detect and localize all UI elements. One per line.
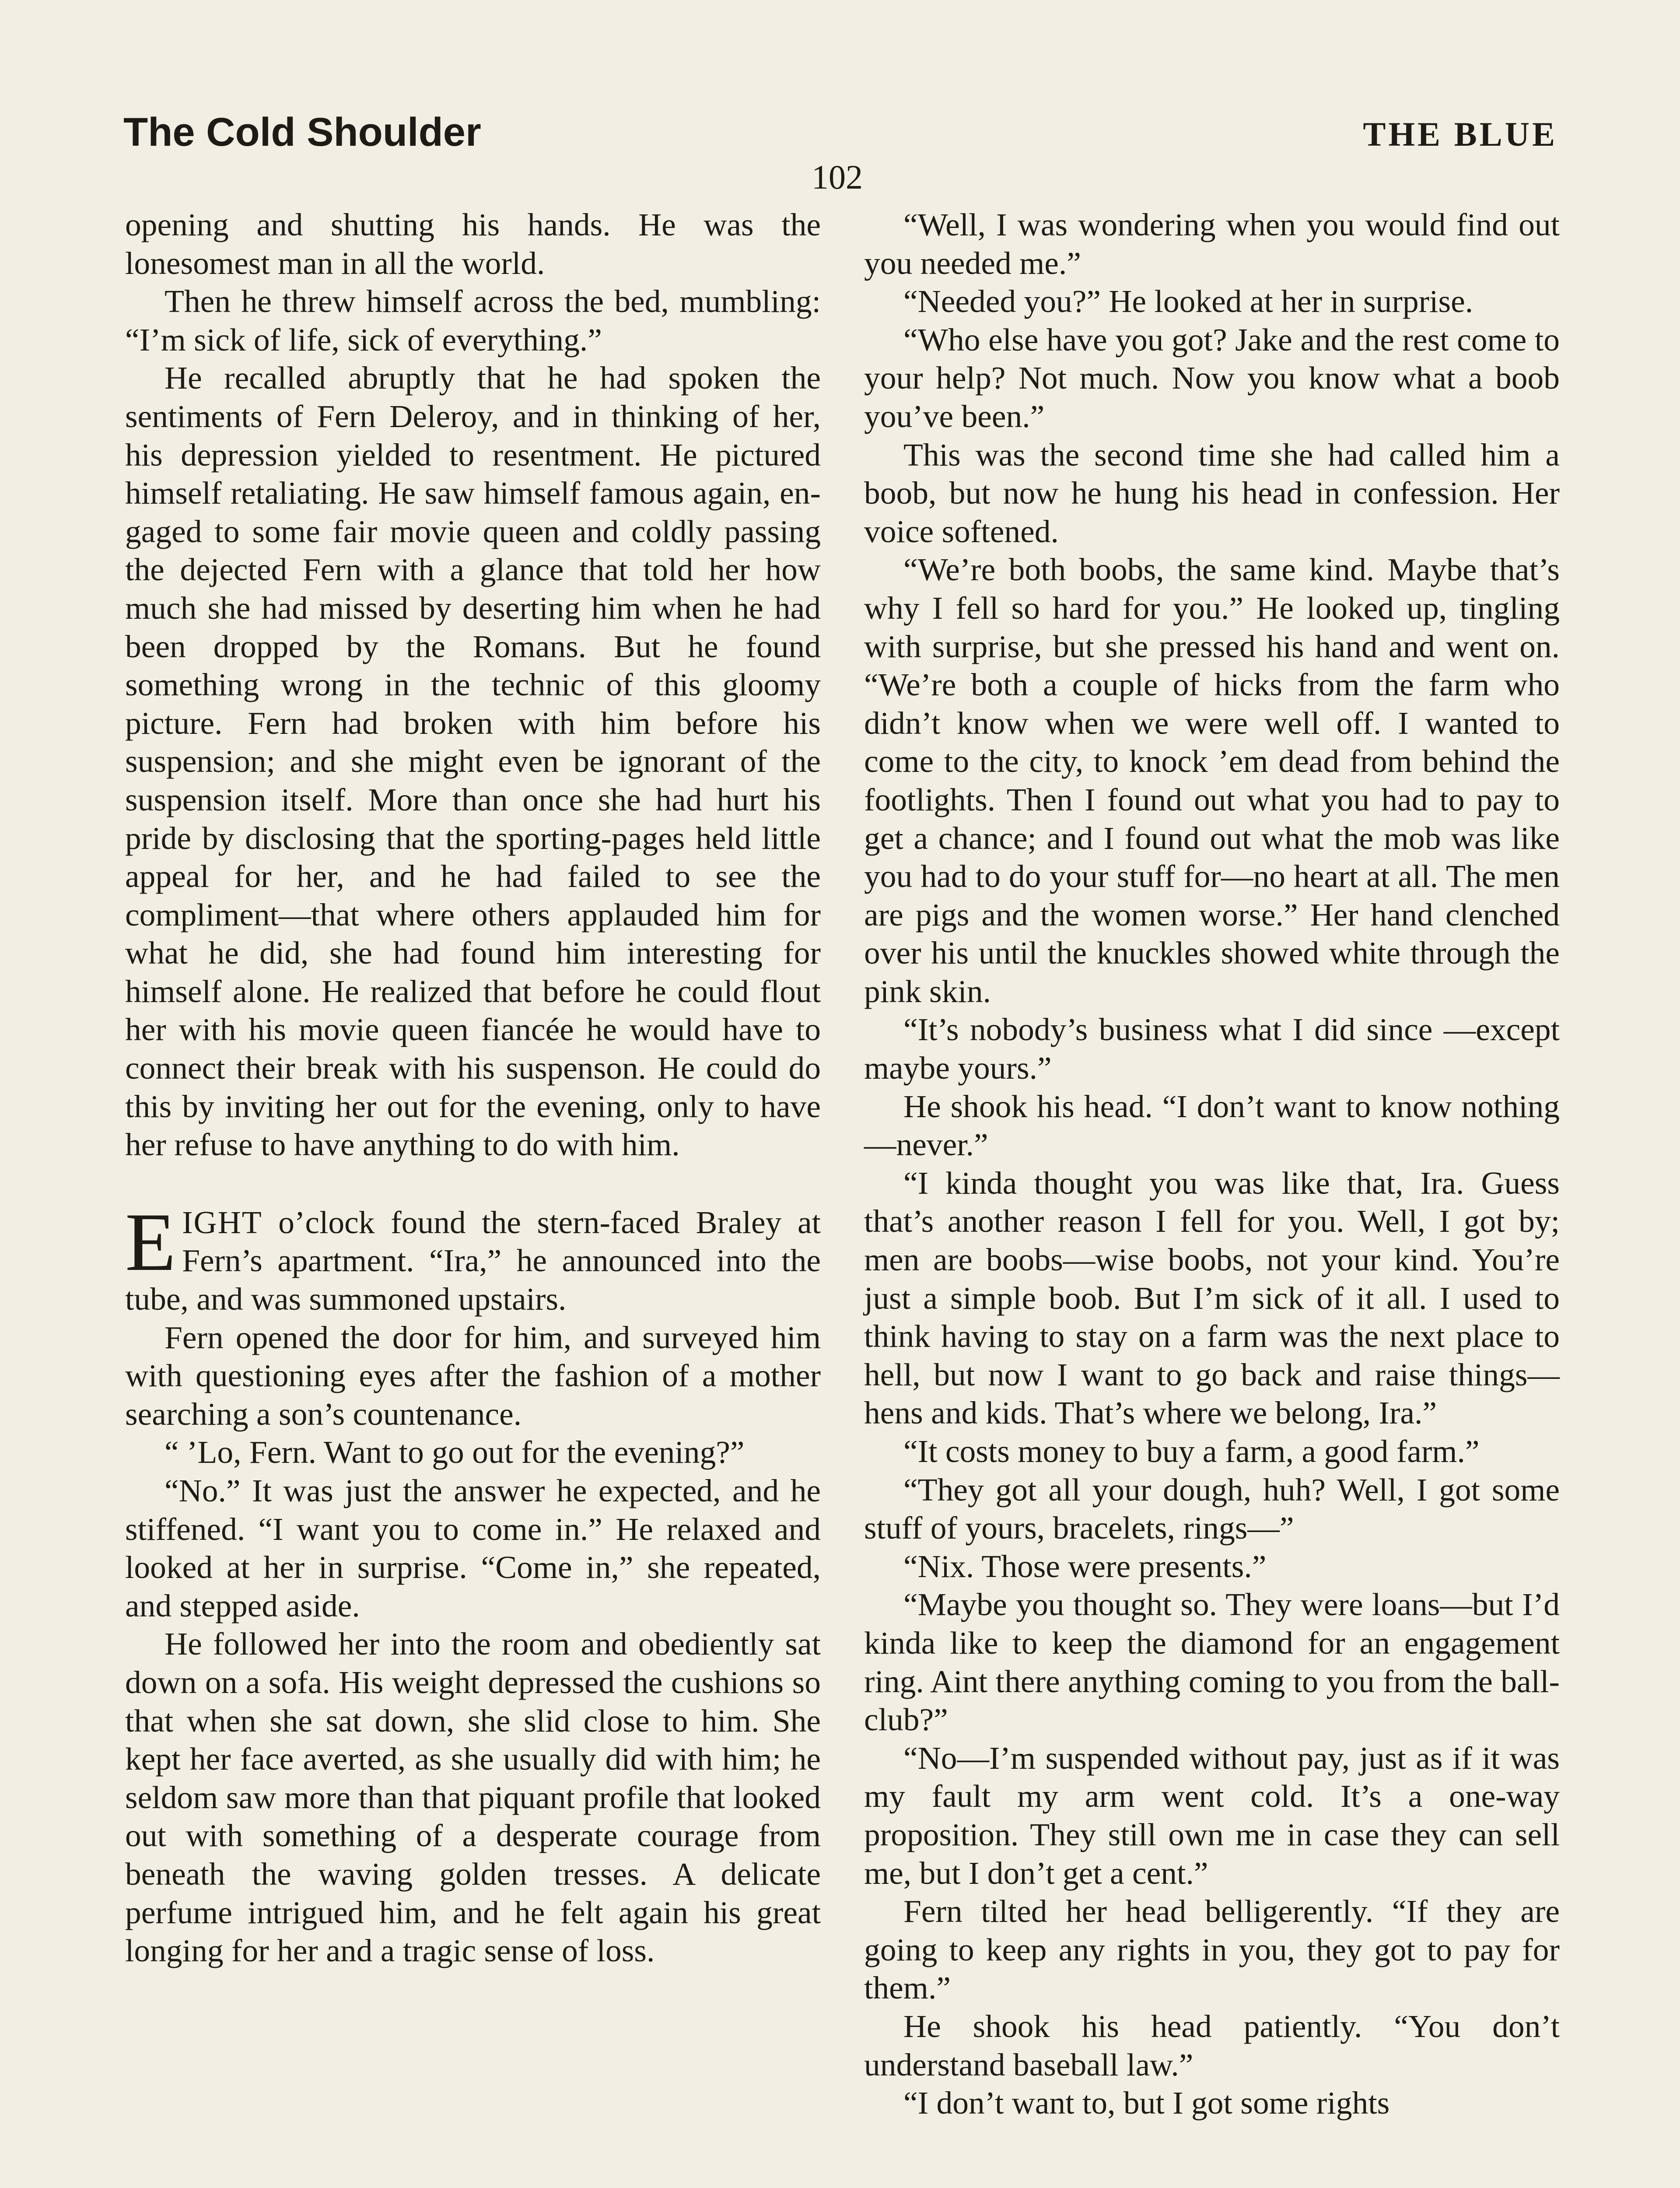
paragraph: He shook his head. “I don’t want to know nothing—never.”: [864, 1088, 1560, 1163]
story-title: The Cold Shoulder: [123, 110, 481, 154]
paragraph: “They got all your dough, huh? Well, I got some stuff of yours, bracelets, rings—”: [864, 1472, 1560, 1546]
right-column: [864, 206, 1560, 2122]
paragraph-continuation: Braley at Fern’s apartment. “Ira,” he announced into the tube, and was summoned upstairs.: [125, 1204, 821, 1317]
section-start-paragraph: [125, 1196, 821, 1318]
paragraph: “Nix. Those were presents.”: [903, 1548, 1267, 1584]
paragraph: “Needed you?” He looked at her in surprise.: [903, 284, 1474, 319]
drop-cap-continuation: o’clock found the stern-faced: [262, 1204, 680, 1240]
paragraph: Fern tilted her head belligerently. “If they are going to keep any rights in you, they got to pay for them.”: [864, 1893, 1560, 2006]
paragraph: He recalled abruptly that he had spoken the sentiments of Fern Deleroy, and in thinking of her, his depression yielded to resentment. He pictured himself retaliating. He saw himself famous again, engaged to some fair movie queen and coldly passing the dejected Fern with a glance that told her how much she had missed by deserting him when he had been dropped by the Romans. But he found something wrong in the technic of this gloomy picture. Fern had broken with him before his suspension; and she might even be ignorant of the suspension itself. More than once she had hurt his pride by disclosing that the sporting-pages held little appeal for her, and he had failed to see the compliment—that where others applauded him for what he did, she had found him interesting for himself alone. He realized that before he could flout her with his movie queen fiancée he would have to connect their break with his suspenson. He could do this by inviting her out for the evening, only to have her refuse to have anything to do with him.: [125, 360, 821, 1163]
left-column: [125, 206, 821, 1970]
page-number: 102: [812, 158, 863, 196]
paragraph: “ ’Lo, Fern. Want to go out for the evening?”: [164, 1434, 745, 1470]
paragraph: “I don’t want to, but I got some rights: [903, 2085, 1390, 2121]
paragraph: “It costs money to buy a farm, a good farm.”: [903, 1434, 1480, 1469]
paragraph: Then he threw himself across the bed, mumbling: “I’m sick of life, sick of everything.”: [125, 284, 821, 358]
paragraph: Fern opened the door for him, and surveyed him with questioning eyes after the fashion of a mother searching a son’s countenance.: [125, 1319, 821, 1432]
magazine-name: THE BLUE: [1363, 115, 1558, 153]
drop-cap-letter: E: [125, 1196, 176, 1288]
paragraph: “No—I’m suspended without pay, just as if it was my fault my arm went cold. It’s a one-way proposition. They still own me in case they can sell me, but I don’t get a cent.”: [864, 1740, 1560, 1891]
paragraph: “We’re both boobs, the same kind. Maybe that’s why I fell so hard for you.” He looked up, tingling with surprise, but she pressed his hand and went on. “We’re both a couple of hicks from the farm who didn’t know when we were well off. I wanted to come to the city, to knock ’em dead from behind the footlights. Then I found out what you had to pay to get a chance; and I found out what the mob was like you had to do your stuff for—no heart at all. The men are pigs and the women worse.” Her hand clenched over his until the knuckles showed white through the pink skin.: [864, 552, 1560, 1009]
paragraph: “It’s nobody’s business what I did since —except maybe yours.”: [864, 1012, 1560, 1086]
paragraph: “No.” It was just the answer he expected, and he stiffened. “I want you to come in.” He relaxed and looked at her in surprise. “Come in,” she repeated, and stepped aside.: [125, 1473, 821, 1623]
paragraph: He shook his head patiently. “You don’t understand baseball law.”: [864, 2008, 1560, 2083]
paragraph: “I kinda thought you was like that, Ira. Guess that’s another reason I fell for you. Well, I got by; men are boobs—wise boobs, not your kind. You’re just a simple boob. But I’m sick of it all. I used to think having to stay on a farm was the next place to hell, but now I want to go back and raise things—hens and kids. That’s where we belong, Ira.”: [864, 1165, 1560, 1431]
paragraph: He followed her into the room and obediently sat down on a sofa. His weight depressed the cushions so that when she sat down, she slid close to him. She kept her face averted, as she usually did with him; he seldom saw more than that piquant profile that looked out with something of a desperate courage from beneath the waving golden tresses. A delicate perfume intrigued him, and he felt again his great longing for her and a tragic sense of loss.: [125, 1626, 821, 1969]
paragraph: “Who else have you got? Jake and the rest come to your help? Not much. Now you know what a boob you’ve been.”: [864, 322, 1560, 434]
paragraph: “Well, I was wondering when you would find out you needed me.”: [864, 207, 1560, 281]
paragraph: “Maybe you thought so. They were loans—but I’d kinda like to keep the diamond for an engagement ring. Aint there anything coming to you from the ball-club?”: [864, 1587, 1560, 1738]
drop-cap-rest: IGHT: [182, 1204, 262, 1240]
paragraph: opening and shutting his hands. He was the lonesomest man in all the world.: [125, 207, 821, 281]
paragraph: This was the second time she had called him a boob, but now he hung his head in confession. Her voice softened.: [864, 437, 1560, 549]
